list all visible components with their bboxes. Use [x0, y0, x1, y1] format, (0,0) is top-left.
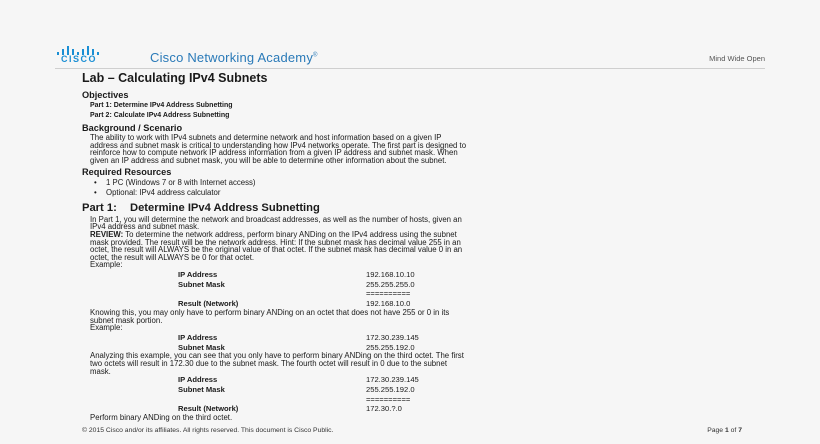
example-row [178, 280, 526, 290]
example-value: 192.168.10.0 [366, 299, 411, 309]
example-value: 255.255.192.0 [366, 342, 415, 352]
example-value: 255.255.255.0 [366, 279, 415, 289]
page-current: 1 [724, 427, 729, 434]
example-row [178, 385, 526, 395]
objective-item: Part 1: Determine IPv4 Address Subnetting [90, 102, 233, 109]
example-key: IP Address [178, 332, 218, 342]
example-value: 192.168.10.10 [366, 269, 415, 279]
tagline: Mind Wide Open [709, 54, 765, 63]
example-row [178, 270, 526, 280]
part1-intro-line: In Part 1, you will determine the network and broadcast addresses, as well as the number of hosts, given an [90, 214, 462, 224]
brand-mark: ® [313, 52, 318, 59]
part1-heading [82, 202, 732, 214]
example-separator: ========== [366, 394, 411, 404]
final-instruction: Perform binary ANDing on the third octet. [90, 413, 233, 423]
review-line: octet, the result will ALWAYS be 0 for that octet. [90, 252, 255, 262]
review-line: mask provided. The result will be the network address. Hint: If the subnet mask has decimal value 255 in an [90, 237, 461, 247]
background-heading: Background / Scenario [82, 123, 183, 133]
example-row [178, 289, 526, 299]
example-separator: ========== [366, 289, 411, 299]
document-body [82, 71, 732, 422]
part1-number: Part 1: [82, 201, 117, 214]
page-prefix: Page [707, 427, 725, 434]
example-row [178, 333, 526, 343]
resources-heading: Required Resources [82, 167, 172, 178]
knowing-line: Knowing this, you may only have to perform binary ANDing on an octet that does not have 255 or 0 in its [90, 308, 450, 318]
analyzing-line: Analyzing this example, you can see that you only have to perform binary ANDing on the third octet. The first [90, 351, 464, 361]
example-key: Subnet Mask [178, 342, 225, 352]
resource-item: • 1 PC (Windows 7 or 8 with Internet access) [106, 178, 732, 187]
objectives-heading: Objectives [82, 90, 129, 100]
example-table-3 [178, 375, 526, 414]
objective-item: Part 2: Calculate IPv4 Address Subnetting [90, 112, 230, 119]
analyzing-line: mask. [90, 366, 111, 376]
example-key: Result (Network) [178, 299, 239, 309]
header-rule [55, 68, 765, 69]
copyright-notice: © 2015 Cisco and/or its affiliates. All rights reserved. This document is Cisco Public. [82, 427, 334, 434]
example-row [178, 375, 526, 385]
example-value: 172.30.?.0 [366, 404, 402, 414]
review-text: To determine the network address, perform binary ANDing on the IPv4 address using the subnet [123, 229, 457, 239]
page-header [55, 44, 765, 66]
example-key [178, 289, 366, 299]
example-key: IP Address [178, 375, 218, 385]
resources-list [106, 178, 732, 196]
example-label: Example: [90, 323, 123, 333]
review-line: octet, the result will ALWAYS be the original value of that octet. If the subnet mask has decimal value 0 in an [90, 245, 463, 255]
part1-title: Determine IPv4 Address Subnetting [130, 201, 320, 214]
knowing-line: subnet mask portion. [90, 315, 163, 325]
background-line: reinforce how to compute network IP address information from a given IP address and subnet mask. When [90, 148, 458, 158]
example-label: Example: [90, 260, 123, 270]
example-value: 255.255.192.0 [366, 384, 415, 394]
background-line: given an IP address and subnet mask, you will be able to determine other information about the subnet. [90, 155, 447, 165]
example-key: Result (Network) [178, 404, 239, 414]
analyzing-line: two octets will result in 172.30 due to the subnet mask. The fourth octet will result in 0 due to the subnet [90, 358, 447, 368]
cisco-logo [55, 44, 125, 66]
cisco-logo-word: CISCO [61, 54, 98, 64]
example-value: 172.30.239.145 [366, 375, 419, 385]
example-key: IP Address [178, 269, 218, 279]
page-footer [82, 427, 742, 434]
page-number [707, 427, 742, 434]
brand-text: Cisco Networking Academy [150, 50, 314, 65]
part1-intro-line: IPv4 address and subnet mask. [90, 222, 200, 232]
resource-item: • Optional: IPv4 address calculator [106, 188, 732, 197]
example-key: Subnet Mask [178, 279, 225, 289]
review-label: REVIEW: [90, 229, 124, 239]
page-title: Lab – Calculating IPv4 Subnets [82, 71, 268, 85]
example-row [178, 395, 526, 405]
background-line: The ability to work with IPv4 subnets and determine network and host information based on a given IP [90, 133, 442, 142]
brand-name [150, 50, 318, 65]
example-key [178, 395, 366, 405]
page-of: of [728, 427, 739, 434]
page-total: 7 [738, 427, 742, 434]
example-key: Subnet Mask [178, 384, 225, 394]
example-table-2 [178, 333, 526, 353]
example-value: 172.30.239.145 [366, 332, 419, 342]
example-table-1 [178, 270, 526, 309]
background-line: address and subnet mask is critical to understanding how IPv4 networks operate. The first part is designed to [90, 140, 467, 150]
